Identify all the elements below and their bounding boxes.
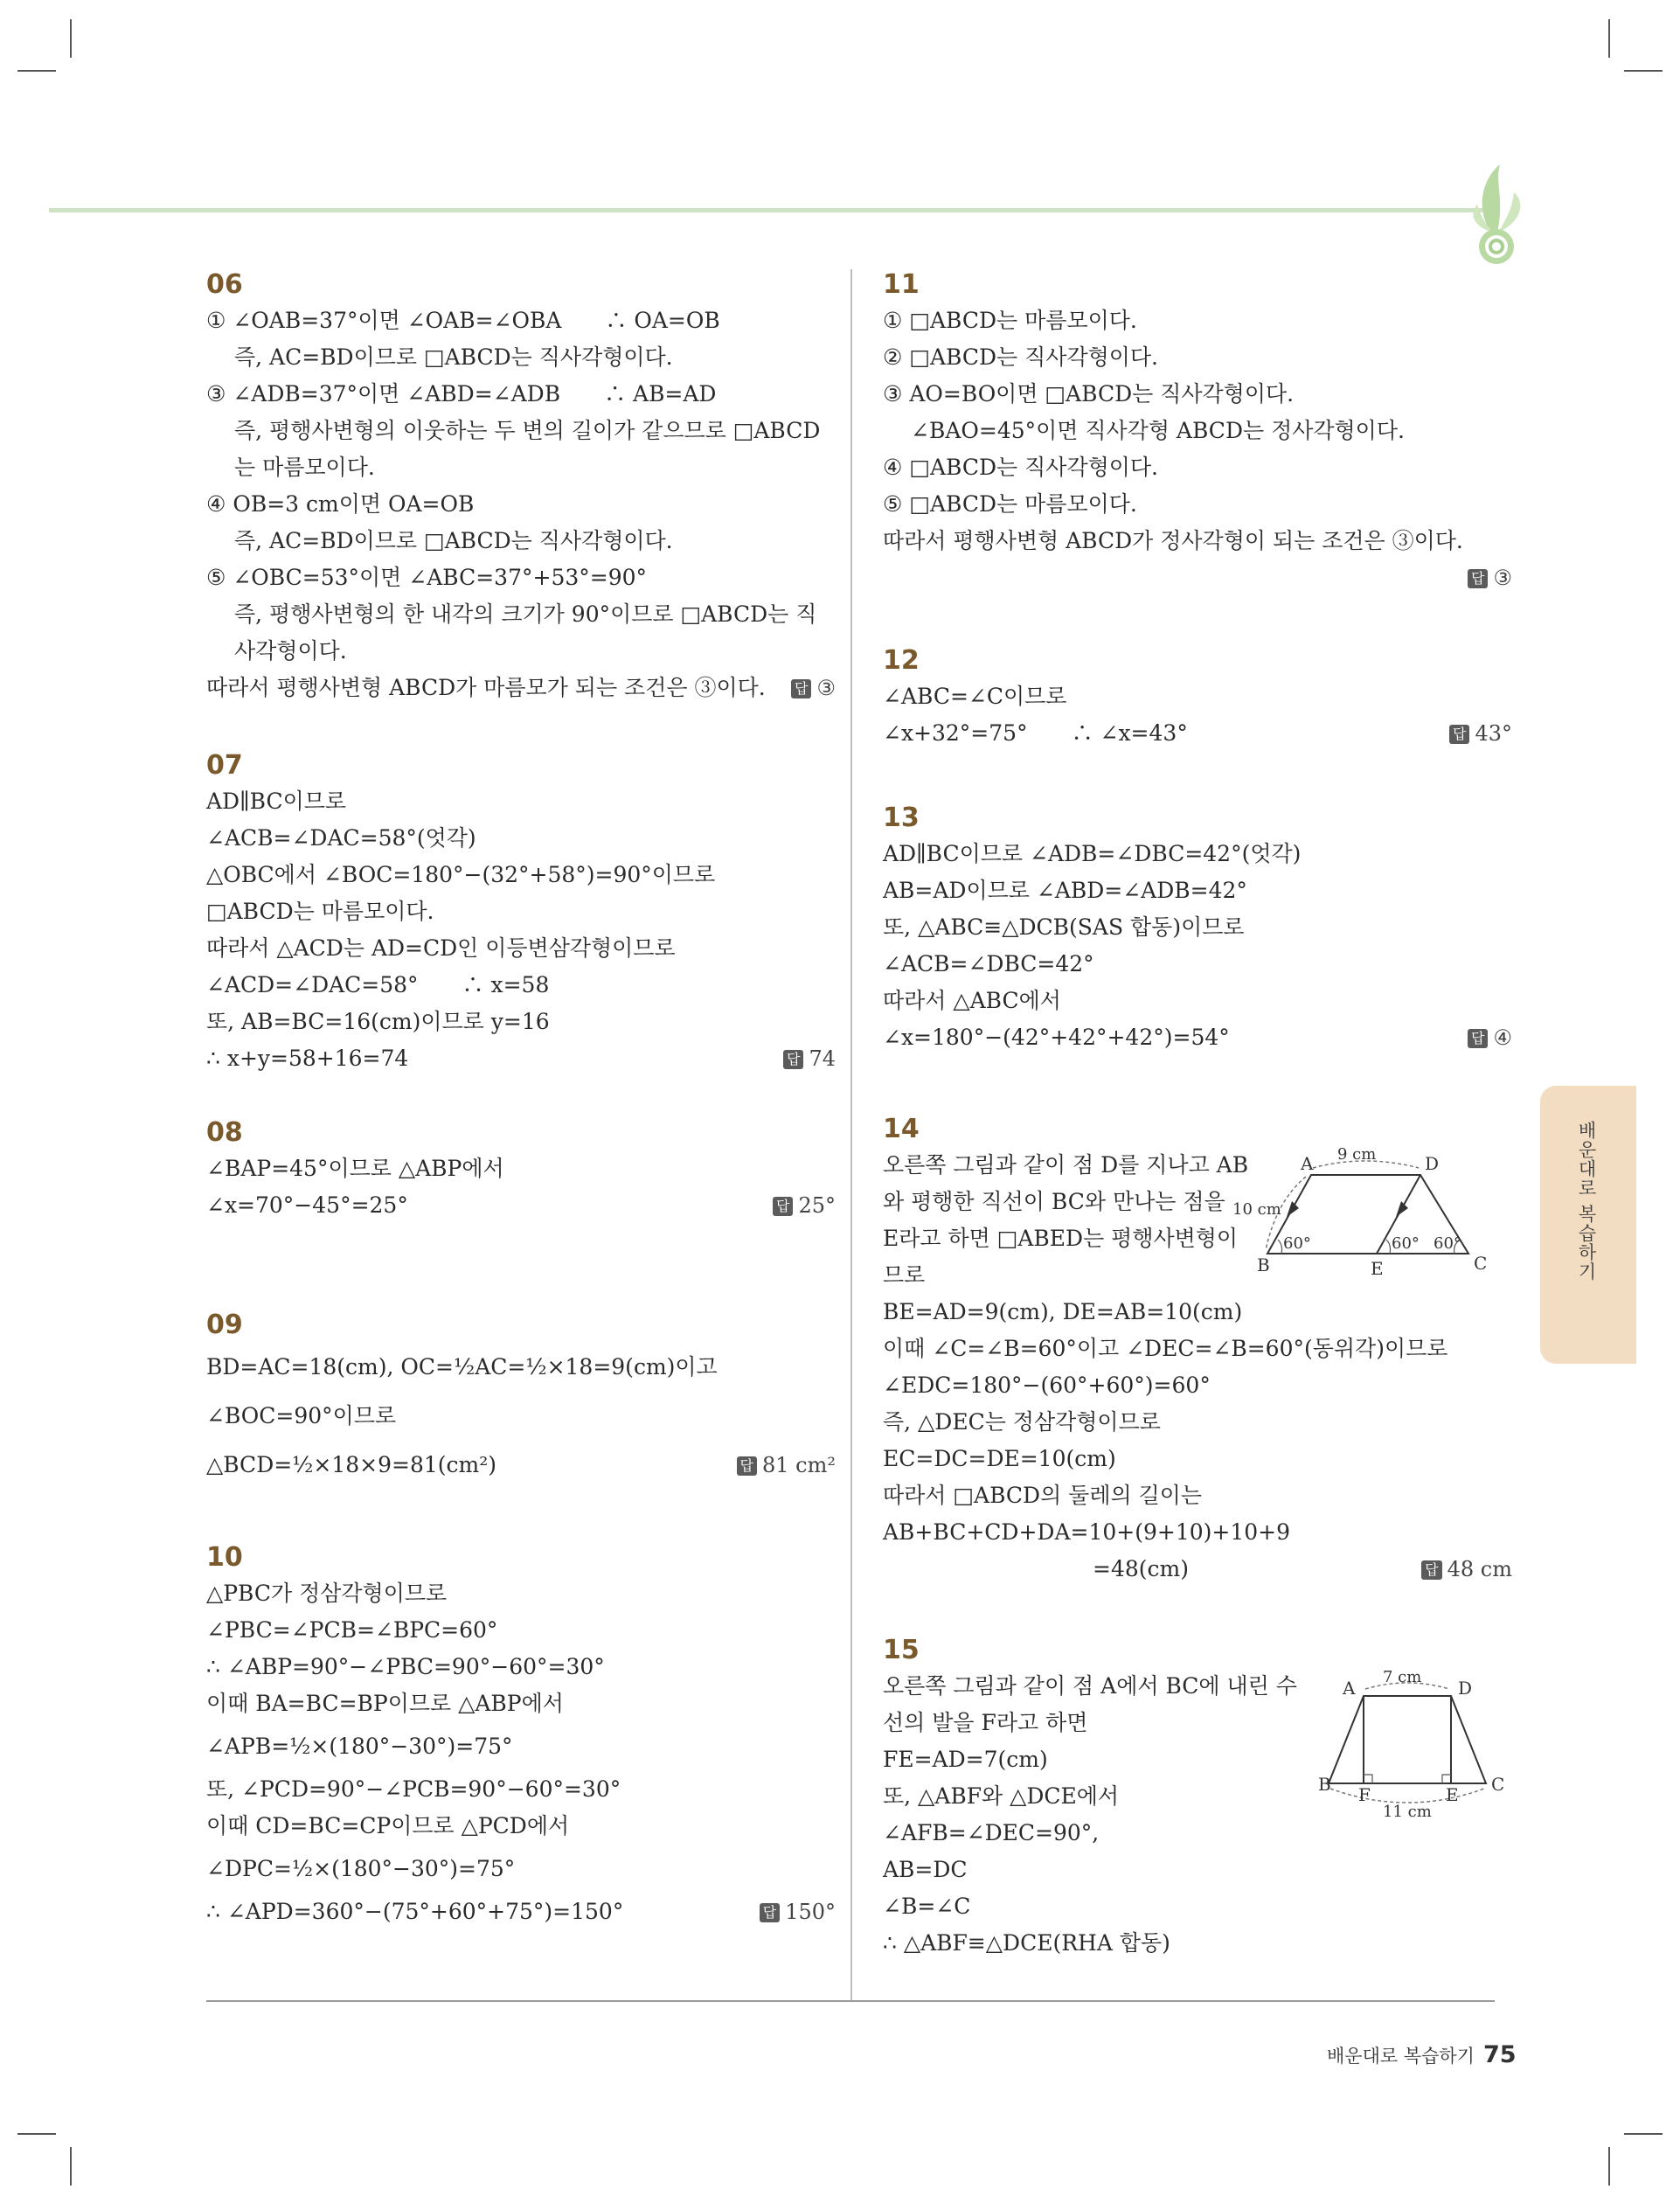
solution-line: ∠DPC=½×(180°−30°)=75° [206, 1856, 516, 1881]
question-10 [206, 1542, 836, 1930]
solution-line: ⑤ ∠OBC=53°이면 ∠ABC=37°+53°=90° [206, 565, 648, 590]
answer [791, 670, 836, 706]
solution-line [206, 1187, 836, 1224]
label-b: B [1257, 1254, 1270, 1275]
solution-line: ∠APB=½×(180°−30°)=75° [206, 1734, 513, 1759]
solution-line: ∠ACB=∠DBC=42° [883, 951, 1094, 976]
solution-line: 따라서 △ACD는 AD=CD인 이등변삼각형이므로 [206, 935, 676, 961]
right-angle-e [1442, 1775, 1451, 1783]
answer-mark: 답 [1468, 1029, 1488, 1048]
solution-line: ∠B=∠C [883, 1894, 971, 1919]
solution-line: ∠EDC=180°−(60°+60°)=60° [883, 1373, 1211, 1398]
solution-line: 이때 BA=BC=BP이므로 △ABP에서 [206, 1691, 564, 1716]
solution-line: ∠ACD=∠DAC=58° ∴ x=58 [206, 972, 550, 997]
solution-line [206, 670, 836, 706]
question-number: 06 [206, 269, 243, 300]
question-number: 09 [206, 1310, 243, 1340]
question-09 [206, 1310, 836, 1490]
answer [1468, 1019, 1512, 1056]
question-number: 11 [883, 269, 920, 300]
question-13 [883, 803, 1512, 1056]
solution-line: 므로 [883, 1262, 926, 1288]
solution-line: BD=AC=18(cm), OC=½AC=½×18=9(cm)이고 [206, 1354, 718, 1379]
solution-line: ∴ ∠ABP=90°−∠PBC=90°−60°=30° [206, 1654, 605, 1679]
angle-e-label: 60° [1392, 1234, 1420, 1253]
solution-line: △OBC에서 ∠BOC=180°−(32°+58°)=90°이므로 [206, 862, 716, 887]
solution-line: AD∥BC이므로 ∠ADB=∠DBC=42°(엇각) [883, 841, 1302, 866]
conclusion-text: ∴ x+y=58+16=74 [206, 1046, 409, 1071]
solution-line: ④ □ABCD는 직사각형이다. [883, 455, 1158, 480]
question-15 [883, 1635, 1512, 1962]
page-number: 75 [1482, 2041, 1517, 2068]
solution-line: 따라서 △ABC에서 [883, 988, 1061, 1013]
answer-mark: 답 [783, 1050, 803, 1069]
dim-top-label: 7 cm [1383, 1668, 1422, 1686]
solution-line: ∠BAP=45°이므로 △ABP에서 [206, 1156, 504, 1181]
answer-value: 48 cm [1447, 1557, 1512, 1581]
column-divider [850, 269, 852, 2000]
conclusion-text: ∠x=180°−(42°+42°+42°)=54° [883, 1025, 1230, 1050]
answer-mark: 답 [760, 1903, 780, 1922]
right-angle-f [1364, 1775, 1372, 1783]
answer-value: 74 [809, 1046, 836, 1071]
solution-line: 또, △ABF와 △DCE에서 [883, 1783, 1120, 1809]
solution-line [206, 1894, 836, 1930]
label-d: D [1458, 1678, 1473, 1699]
solution-line: ① ∠OAB=37°이면 ∠OAB=∠OBA ∴ OA=OB [206, 308, 720, 333]
solution-line: ∠ABC=∠C이므로 [883, 684, 1067, 709]
question-06 [206, 269, 836, 706]
angle-arc-e [1386, 1240, 1391, 1254]
question-07 [206, 750, 836, 1077]
angle-c-label: 60° [1434, 1234, 1461, 1253]
question-number: 15 [883, 1635, 920, 1665]
solution-line: 와 평행한 직선이 BC와 만나는 점을 [883, 1189, 1225, 1214]
solution-line [883, 715, 1512, 752]
solution-line: 오른쪽 그림과 같이 점 D를 지나고 AB [883, 1152, 1249, 1178]
answer-mark: 답 [773, 1197, 793, 1216]
label-c: C [1491, 1774, 1505, 1795]
conclusion-text: 따라서 평행사변형 ABCD가 마름모가 되는 조건은 ③이다. [206, 675, 766, 700]
question-number: 08 [206, 1117, 243, 1148]
solution-line: 선의 발을 F라고 하면 [883, 1710, 1088, 1735]
crop-mark [1608, 2147, 1610, 2186]
solution-line: AB=DC [883, 1857, 968, 1882]
solution-line: ① □ABCD는 마름모이다. [883, 308, 1137, 333]
question-number: 14 [883, 1114, 920, 1144]
question-number: 07 [206, 750, 243, 781]
solution-line [206, 1040, 836, 1077]
label-b: B [1318, 1774, 1331, 1795]
trapezoid-outline [1329, 1696, 1486, 1783]
answer-value: 43° [1475, 721, 1512, 746]
solution-line: □ABCD는 마름모이다. [206, 899, 434, 924]
label-a: A [1301, 1153, 1314, 1174]
conclusion-text: △BCD=½×18×9=81(cm²) [206, 1452, 497, 1477]
solution-line: 즉, AC=BD이므로 □ABCD는 직사각형이다. [234, 528, 673, 553]
answer-mark: 답 [1421, 1560, 1441, 1580]
solution-line: ∠AFB=∠DEC=90°, [883, 1820, 1100, 1845]
arrow-de [1396, 1201, 1408, 1217]
solution-line: AD∥BC이므로 [206, 789, 347, 814]
solution-line: EC=DC=DE=10(cm) [883, 1446, 1116, 1471]
solution-line: 즉, 평행사변형의 한 내각의 크기가 90°이므로 □ABCD는 직 [234, 601, 817, 627]
solution-line: ∠BAO=45°이면 직사각형 ABCD는 정사각형이다. [911, 418, 1405, 443]
question-11 [883, 269, 1512, 596]
label-e: E [1371, 1258, 1384, 1279]
conclusion-text: =48(cm) [1093, 1556, 1189, 1581]
label-f: F [1358, 1784, 1371, 1805]
solution-line: ③ AO=BO이면 □ABCD는 직사각형이다. [883, 381, 1295, 407]
answer-mark: 답 [1449, 725, 1469, 744]
question-08 [206, 1117, 836, 1224]
trapezoid-figure-15 [1318, 1668, 1512, 1821]
crop-mark [1608, 19, 1610, 58]
sprout-decoration-icon [1460, 149, 1530, 271]
solution-line: 또, △ABC≡△DCB(SAS 합동)이므로 [883, 914, 1245, 940]
answer [760, 1894, 836, 1930]
question-12 [883, 645, 1512, 752]
label-a: A [1343, 1678, 1356, 1699]
solution-line [206, 1441, 836, 1490]
solution-line: 또, AB=BC=16(cm)이므로 y=16 [206, 1009, 550, 1034]
solution-line [883, 559, 1512, 596]
answer-value: ③ [816, 676, 836, 700]
solution-line: FE=AD=7(cm) [883, 1747, 1048, 1772]
solution-line: ∠ACB=∠DAC=58°(엇각) [206, 825, 476, 851]
solution-line: BE=AD=9(cm), DE=AB=10(cm) [883, 1299, 1243, 1324]
crop-mark [17, 70, 56, 72]
solution-line: 오른쪽 그림과 같이 점 A에서 BC에 내린 수 [883, 1673, 1297, 1699]
solution-line: 즉, AC=BD이므로 □ABCD는 직사각형이다. [234, 344, 673, 370]
answer-value: 150° [785, 1900, 836, 1924]
question-number: 10 [206, 1542, 243, 1573]
answer [1421, 1551, 1512, 1588]
solution-line: ⑤ □ABCD는 마름모이다. [883, 491, 1137, 517]
footer-title: 배운대로 복습하기 [1327, 2046, 1475, 2067]
crop-mark [1624, 70, 1663, 72]
answer [783, 1040, 836, 1077]
solution-line: ② □ABCD는 직사각형이다. [883, 344, 1158, 370]
angle-b-label: 60° [1283, 1234, 1311, 1253]
crop-mark [1624, 2133, 1663, 2135]
solution-line: ∠PBC=∠PCB=∠BPC=60° [206, 1617, 498, 1643]
dim-bottom [1330, 1789, 1484, 1803]
conclusion-text: ∴ ∠APD=360°−(75°+60°+75°)=150° [206, 1899, 624, 1924]
solution-line: 사각형이다. [234, 638, 347, 664]
solution-line: 이때 CD=BC=CP이므로 △PCD에서 [206, 1813, 570, 1838]
solution-line: ④ OB=3 cm이면 OA=OB [206, 491, 475, 517]
solution-line: E라고 하면 □ABED는 평행사변형이 [883, 1226, 1239, 1251]
label-c: C [1474, 1253, 1488, 1274]
dim-bottom-label: 11 cm [1383, 1803, 1432, 1821]
solution-line: 즉, 평행사변형의 이웃하는 두 변의 길이가 같으므로 □ABCD [234, 418, 821, 443]
question-number: 13 [883, 803, 920, 833]
footer-rule [206, 2000, 1495, 2002]
solution-line: 또, ∠PCD=90°−∠PCB=90°−60°=30° [206, 1776, 621, 1802]
answer [1468, 559, 1512, 596]
solution-line: 즉, △DEC는 정삼각형이므로 [883, 1409, 1161, 1435]
answer-value: 81 cm² [762, 1453, 836, 1477]
dim-top-label: 9 cm [1337, 1145, 1377, 1164]
label-d: D [1425, 1153, 1440, 1174]
solution-line: 따라서 □ABCD의 둘레의 길이는 [883, 1483, 1203, 1508]
solution-line: △PBC가 정삼각형이므로 [206, 1581, 448, 1606]
answer-value: 25° [798, 1193, 836, 1218]
dim-side-label: 10 cm [1232, 1200, 1281, 1219]
solution-line: AB=AD이므로 ∠ABD=∠ADB=42° [883, 878, 1247, 903]
conclusion-text: ∠x=70°−45°=25° [206, 1192, 408, 1218]
side-tab-label: 배운대로 복습하기 [1576, 1121, 1597, 1282]
solution-line: ∠BOC=90°이므로 [206, 1403, 397, 1428]
label-e: E [1446, 1784, 1459, 1805]
answer-mark: 답 [737, 1456, 757, 1476]
solution-line: 는 마름모이다. [234, 455, 375, 480]
crop-mark [70, 19, 72, 58]
answer [737, 1441, 836, 1490]
header-rule [49, 208, 1482, 212]
page-footer [1327, 2041, 1517, 2068]
answer-value: ③ [1493, 566, 1512, 590]
answer-value: ④ [1493, 1025, 1512, 1050]
solution-line: ∴ △ABF≡△DCE(RHA 합동) [883, 1930, 1170, 1956]
solution-line: 따라서 평행사변형 ABCD가 정사각형이 되는 조건은 ③이다. [883, 528, 1463, 553]
question-number: 12 [883, 645, 920, 676]
crop-mark [70, 2147, 72, 2186]
question-14 [883, 1114, 1512, 1588]
side-tab [1540, 1086, 1636, 1364]
solution-line [883, 1019, 1512, 1056]
solution-line: 이때 ∠C=∠B=60°이고 ∠DEC=∠B=60°(동위각)이므로 [883, 1336, 1448, 1361]
conclusion-text: ∠x+32°=75° ∴ ∠x=43° [883, 720, 1188, 746]
arrow-ab [1287, 1201, 1299, 1217]
crop-mark [17, 2133, 56, 2135]
answer [1449, 715, 1512, 752]
answer-mark: 답 [1468, 569, 1488, 588]
answer [773, 1187, 836, 1224]
trapezoid-figure-14 [1232, 1145, 1512, 1280]
angle-arc-b [1278, 1240, 1282, 1254]
answer-mark: 답 [791, 679, 811, 698]
solution-line: AB+BC+CD+DA=10+(9+10)+10+9 [883, 1519, 1290, 1545]
solution-line: ③ ∠ADB=37°이면 ∠ABD=∠ADB ∴ AB=AD [206, 381, 717, 407]
solution-line [883, 1551, 1512, 1588]
